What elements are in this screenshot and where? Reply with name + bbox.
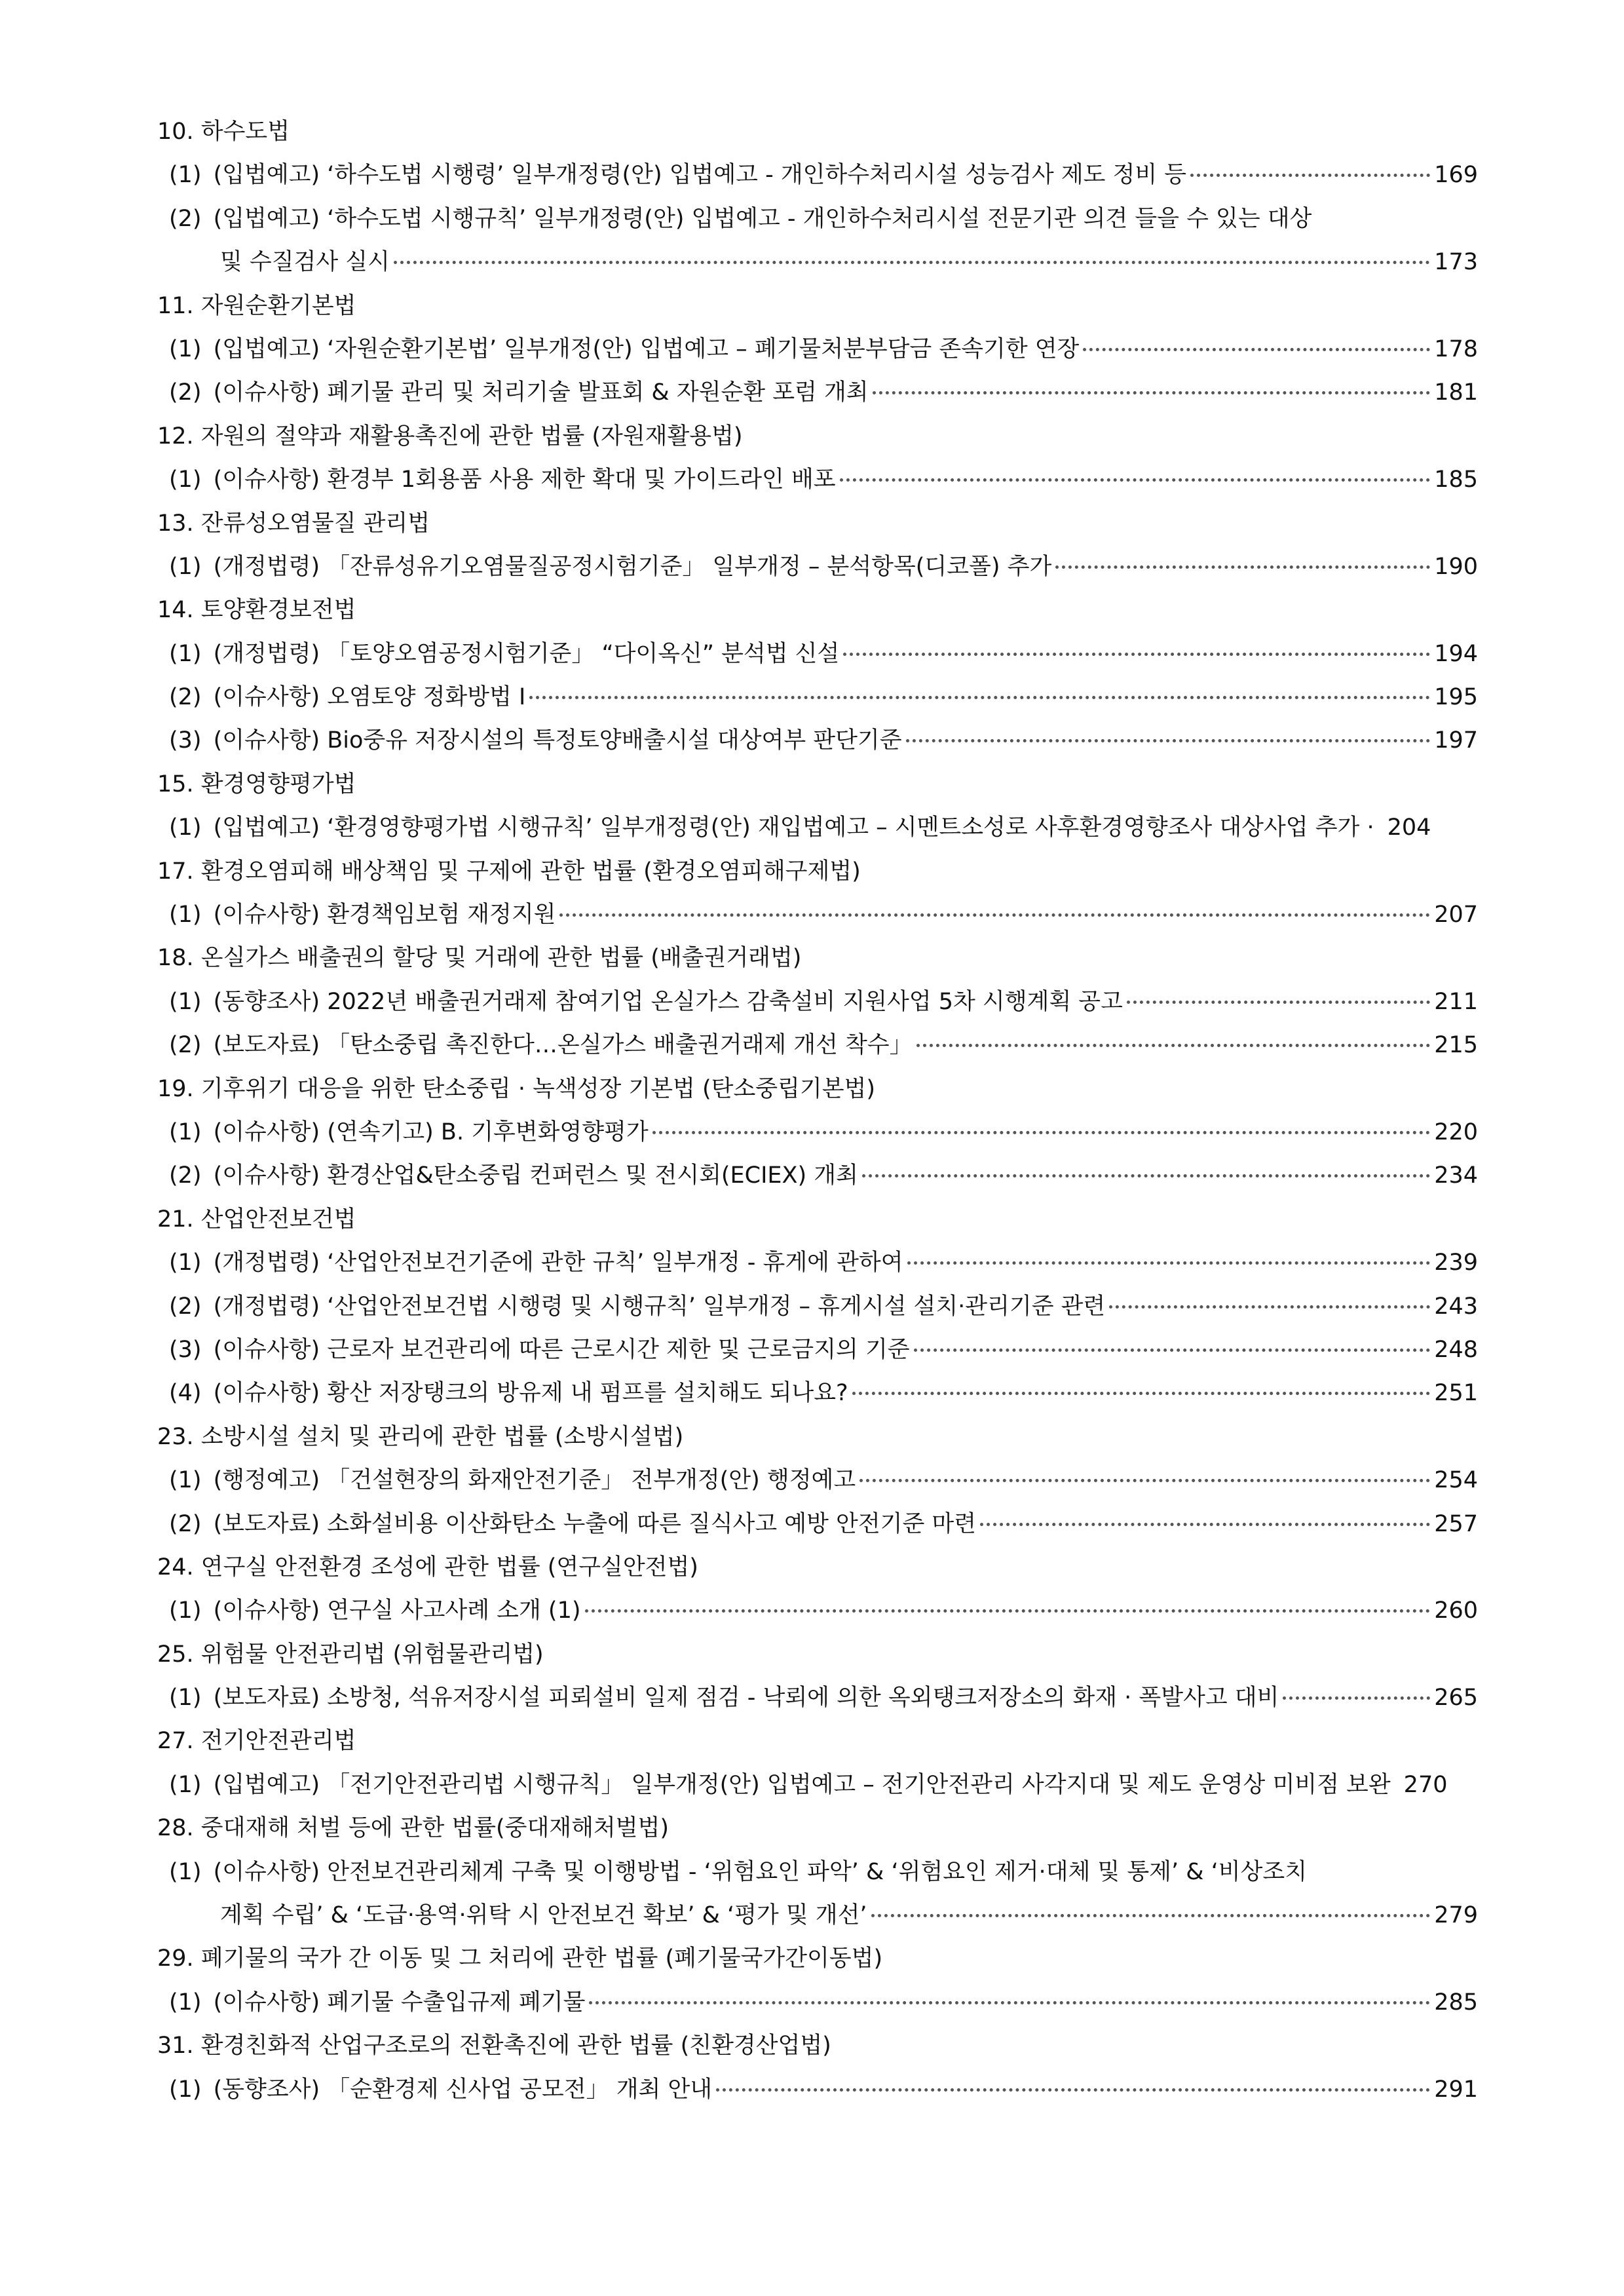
- toc-entry[interactable]: [157, 197, 1478, 240]
- entry-page-number: 169: [1434, 162, 1478, 189]
- entry-page-number: 243: [1434, 1293, 1478, 1320]
- section-heading: 28. 중대재해 처벌 등에 관한 법률(중대재해처벌법): [157, 1815, 669, 1842]
- section-heading: 18. 온실가스 배출권의 할당 및 거래에 관한 법률 (배출권거래법): [157, 945, 802, 972]
- entry-page-number: 285: [1434, 1989, 1478, 2016]
- section-heading: 15. 환경영향평가법: [157, 771, 356, 797]
- entry-number: (1): [169, 640, 202, 667]
- entry-title-continued: 및 수질검사 실시: [220, 249, 390, 276]
- entry-number: (1): [169, 467, 202, 493]
- section-heading: 19. 기후위기 대응을 위한 탄소중립 · 녹색성장 기본법 (탄소중립기본법): [157, 1075, 875, 1102]
- entry-title: (입법예고) ‘환경영향평가법 시행규칙’ 일부개정령(안) 재입법예고 – 시멘트소성로 사후환경영향조사 대상사업 추가 ·: [213, 814, 1374, 841]
- entry-title: (개정법령) 「잔류성유기오염물질공정시험기준」 일부개정 – 분석항목(디코폴) 추가: [213, 553, 1052, 580]
- section-heading: 10. 하수도법: [157, 119, 290, 145]
- entry-title: (이슈사항) 환경산업&탄소중립 컨퍼런스 및 전시회(ECIEX) 개최: [213, 1162, 858, 1189]
- entry-number: (1): [169, 1250, 202, 1276]
- entry-number: (1): [169, 1989, 202, 2016]
- toc-entry[interactable]: [157, 806, 1478, 849]
- dot-leader: [914, 1349, 1431, 1352]
- toc-entry[interactable]: [157, 1459, 1478, 1502]
- entry-number: (2): [169, 1510, 202, 1537]
- dot-leader: [559, 913, 1430, 917]
- toc-entry[interactable]: [157, 980, 1478, 1024]
- toc-entry[interactable]: [157, 1285, 1478, 1328]
- entry-page-number: 251: [1434, 1380, 1478, 1407]
- entry-number: (1): [169, 1598, 202, 1624]
- entry-title: (이슈사항) 폐기물 수출입규제 폐기물: [213, 1989, 586, 2016]
- entry-number: (1): [169, 335, 202, 362]
- toc-entry[interactable]: [157, 676, 1478, 719]
- dot-leader: [906, 739, 1431, 742]
- dot-leader: [859, 1479, 1430, 1482]
- section-heading: 25. 위험물 안전관리법 (위험물관리법): [157, 1641, 544, 1668]
- section-heading: 11. 자원순환기본법: [157, 292, 356, 319]
- entry-number: (1): [169, 553, 202, 580]
- entry-page-number: 181: [1434, 379, 1478, 406]
- entry-number: (1): [169, 2076, 202, 2103]
- entry-page-number: 195: [1434, 684, 1478, 711]
- dot-leader: [1109, 1305, 1430, 1309]
- entry-number: (1): [169, 1467, 202, 1494]
- toc-entry[interactable]: [157, 153, 1478, 197]
- dot-leader: [980, 1523, 1430, 1526]
- entry-number: (1): [169, 988, 202, 1015]
- dot-leader: [852, 1392, 1431, 1395]
- dot-leader: [1190, 174, 1430, 177]
- toc-entry[interactable]: [157, 632, 1478, 676]
- entry-page-number: 211: [1434, 988, 1478, 1015]
- entry-number: (2): [169, 379, 202, 406]
- dot-leader: [1283, 1696, 1430, 1700]
- dot-leader: [652, 1131, 1431, 1134]
- section-heading: 14. 토양환경보전법: [157, 597, 356, 624]
- entry-title: (이슈사항) 연구실 사고사례 소개 (1): [213, 1598, 581, 1624]
- toc-entry[interactable]: [157, 1111, 1478, 1154]
- entry-number: (2): [169, 1162, 202, 1189]
- entry-title: (동향조사) 2022년 배출권거래제 참여기업 온실가스 감축설비 지원사업 5차 시행계획 공고: [213, 988, 1123, 1015]
- section-heading: 12. 자원의 절약과 재활용촉진에 관한 법률 (자원재활용법): [157, 423, 743, 450]
- entry-page-number: 239: [1434, 1250, 1478, 1276]
- toc-entry[interactable]: [157, 1850, 1478, 1894]
- toc-entry[interactable]: [157, 893, 1478, 936]
- dot-leader: [394, 261, 1430, 264]
- entry-number: (2): [169, 1032, 202, 1059]
- table-of-contents: [157, 110, 1478, 2111]
- toc-entry-continuation[interactable]: [157, 1894, 1478, 1937]
- entry-number: (3): [169, 727, 202, 754]
- entry-number: (2): [169, 1293, 202, 1320]
- toc-entry[interactable]: [157, 1981, 1478, 2024]
- entry-title: (동향조사) 「순환경제 신사업 공모전」 개최 안내: [213, 2076, 713, 2103]
- entry-title: (입법예고) ‘하수도법 시행령’ 일부개정령(안) 입법예고 - 개인하수처리시설 성능검사 제도 정비 등: [213, 162, 1187, 189]
- entry-title: (보도자료) 소화설비용 이산화탄소 누출에 따른 질식사고 예방 안전기준 마련: [213, 1510, 977, 1537]
- entry-page-number: 197: [1434, 727, 1478, 754]
- entry-title: (입법예고) ‘하수도법 시행규칙’ 일부개정령(안) 입법예고 - 개인하수처리시설 전문기관 의견 들을 수 있는 대상: [213, 205, 1312, 232]
- section-heading: 27. 전기안전관리법: [157, 1728, 356, 1755]
- toc-entry[interactable]: [157, 458, 1478, 501]
- entry-title: (보도자료) 소방청, 석유저장시설 피뢰설비 일제 점검 - 낙뢰에 의한 옥외탱크저장소의 화재 · 폭발사고 대비: [213, 1685, 1279, 1712]
- toc-entry[interactable]: [157, 545, 1478, 588]
- toc-entry[interactable]: [157, 1371, 1478, 1415]
- entry-title: (이슈사항) 근로자 보건관리에 따른 근로시간 제한 및 근로금지의 기준: [213, 1336, 910, 1363]
- toc-entry[interactable]: [157, 1676, 1478, 1719]
- entry-number: (1): [169, 1685, 202, 1712]
- dot-leader: [843, 653, 1430, 656]
- entry-number: (1): [169, 162, 202, 189]
- entry-page-number: 215: [1434, 1032, 1478, 1059]
- toc-entry[interactable]: [157, 371, 1478, 414]
- entry-number: (2): [169, 684, 202, 711]
- dot-leader: [862, 1174, 1430, 1177]
- section-heading: 13. 잔류성오염물질 관리법: [157, 510, 430, 537]
- section-heading: 31. 환경친화적 산업구조로의 전환촉진에 관한 법률 (친환경산업법): [157, 2033, 831, 2059]
- dot-leader: [871, 1914, 1431, 1917]
- entry-title: (이슈사항) 환경책임보험 재정지원: [213, 902, 556, 928]
- dot-leader: [1083, 348, 1430, 351]
- toc-entry[interactable]: [157, 1589, 1478, 1632]
- toc-entry[interactable]: [157, 1024, 1478, 1067]
- entry-title: (보도자료) 「탄소중립 촉진한다…온실가스 배출권거래제 개선 착수」: [213, 1032, 913, 1059]
- dot-leader: [716, 2088, 1430, 2092]
- entry-title-continued: 계획 수립’ & ‘도급·용역·위탁 시 안전보건 확보’ & ‘평가 및 개선’: [220, 1902, 867, 1929]
- dot-leader: [840, 478, 1431, 482]
- entry-number: (3): [169, 1336, 202, 1363]
- entry-title: (이슈사항) 황산 저장탱크의 방유제 내 펌프를 설치해도 되나요?: [213, 1380, 848, 1407]
- entry-page-number: 173: [1434, 249, 1478, 276]
- entry-page-number: 270: [1403, 1771, 1448, 1798]
- entry-page-number: 234: [1434, 1162, 1478, 1189]
- entry-page-number: 194: [1434, 640, 1478, 667]
- entry-page-number: 185: [1434, 467, 1478, 493]
- dot-leader: [916, 1044, 1431, 1047]
- section-heading: 17. 환경오염피해 배상책임 및 구제에 관한 법률 (환경오염피해구제법): [157, 858, 861, 885]
- entry-title: (개정법령) 「토양오염공정시험기준」 “다이옥신” 분석법 신설: [213, 640, 840, 667]
- dot-leader: [529, 696, 1430, 699]
- section-heading: 24. 연구실 안전환경 조성에 관한 법률 (연구실안전법): [157, 1554, 698, 1580]
- toc-entry[interactable]: [157, 1763, 1478, 1807]
- entry-page-number: 265: [1434, 1685, 1478, 1712]
- entry-page-number: 207: [1434, 902, 1478, 928]
- entry-number: (1): [169, 814, 202, 841]
- entry-title: (이슈사항) 안전보건관리체계 구축 및 이행방법 - ‘위험요인 파악’ & ‘위험요인 제거·대체 및 통제’ & ‘비상조치: [213, 1858, 1308, 1885]
- dot-leader: [585, 1609, 1431, 1613]
- entry-title: (이슈사항) (연속기고) B. 기후변화영향평가: [213, 1119, 649, 1145]
- entry-title: (개정법령) ‘산업안전보건기준에 관한 규칙’ 일부개정 - 휴게에 관하여: [213, 1250, 903, 1276]
- entry-title: (행정예고) 「건설현장의 화재안전기준」 전부개정(안) 행정예고: [213, 1467, 856, 1494]
- entry-page-number: 248: [1434, 1336, 1478, 1363]
- entry-title: (이슈사항) 오염토양 정화방법 I: [213, 684, 526, 711]
- entry-page-number: 257: [1434, 1510, 1478, 1537]
- entry-page-number: 178: [1434, 335, 1478, 362]
- entry-title: (입법예고) 「전기안전관리법 시행규칙」 일부개정(안) 입법예고 – 전기안전관리 사각지대 및 제도 운영상 미비점 보완: [213, 1771, 1391, 1798]
- dot-leader: [907, 1261, 1431, 1265]
- dot-leader: [873, 391, 1431, 394]
- entry-title: (이슈사항) 폐기물 관리 및 처리기술 발표회 & 자원순환 포럼 개최: [213, 379, 869, 406]
- entry-page-number: 291: [1434, 2076, 1478, 2103]
- dot-leader: [1055, 565, 1430, 569]
- entry-page-number: 220: [1434, 1119, 1478, 1145]
- entry-page-number: 190: [1434, 553, 1478, 580]
- entry-number: (1): [169, 1119, 202, 1145]
- entry-number: (1): [169, 902, 202, 928]
- toc-entry[interactable]: [157, 719, 1478, 762]
- section-heading: 29. 폐기물의 국가 간 이동 및 그 처리에 관한 법률 (폐기물국가간이동법): [157, 1945, 883, 1972]
- toc-entry[interactable]: [157, 1328, 1478, 1371]
- entry-page-number: 260: [1434, 1598, 1478, 1624]
- entry-title: (개정법령) ‘산업안전보건법 시행령 및 시행규칙’ 일부개정 – 휴게시설 설치·관리기준 관련: [213, 1293, 1106, 1320]
- entry-page-number: 279: [1434, 1902, 1478, 1929]
- toc-entry[interactable]: [157, 1154, 1478, 1197]
- entry-page-number: 204: [1387, 814, 1431, 841]
- entry-title: (이슈사항) 환경부 1회용품 사용 제한 확대 및 가이드라인 배포: [213, 467, 836, 493]
- toc-entry[interactable]: [157, 1241, 1478, 1284]
- toc-entry[interactable]: [157, 328, 1478, 371]
- entry-title: (입법예고) ‘자원순환기본법’ 일부개정(안) 입법예고 – 폐기물처분부담금 존속기한 연장: [213, 335, 1080, 362]
- dot-leader: [1127, 1001, 1430, 1004]
- toc-entry-continuation[interactable]: [157, 240, 1478, 284]
- toc-entry[interactable]: [157, 1502, 1478, 1546]
- section-heading: 21. 산업안전보건법: [157, 1206, 356, 1233]
- entry-number: (2): [169, 205, 202, 232]
- entry-title: (이슈사항) Bio중유 저장시설의 특정토양배출시설 대상여부 판단기준: [213, 727, 902, 754]
- dot-leader: [589, 2001, 1430, 2004]
- entry-number: (1): [169, 1858, 202, 1885]
- entry-number: (4): [169, 1380, 202, 1407]
- toc-entry[interactable]: [157, 2068, 1478, 2111]
- section-heading: 23. 소방시설 설치 및 관리에 관한 법률 (소방시설법): [157, 1423, 684, 1450]
- entry-number: (1): [169, 1771, 202, 1798]
- entry-page-number: 254: [1434, 1467, 1478, 1494]
